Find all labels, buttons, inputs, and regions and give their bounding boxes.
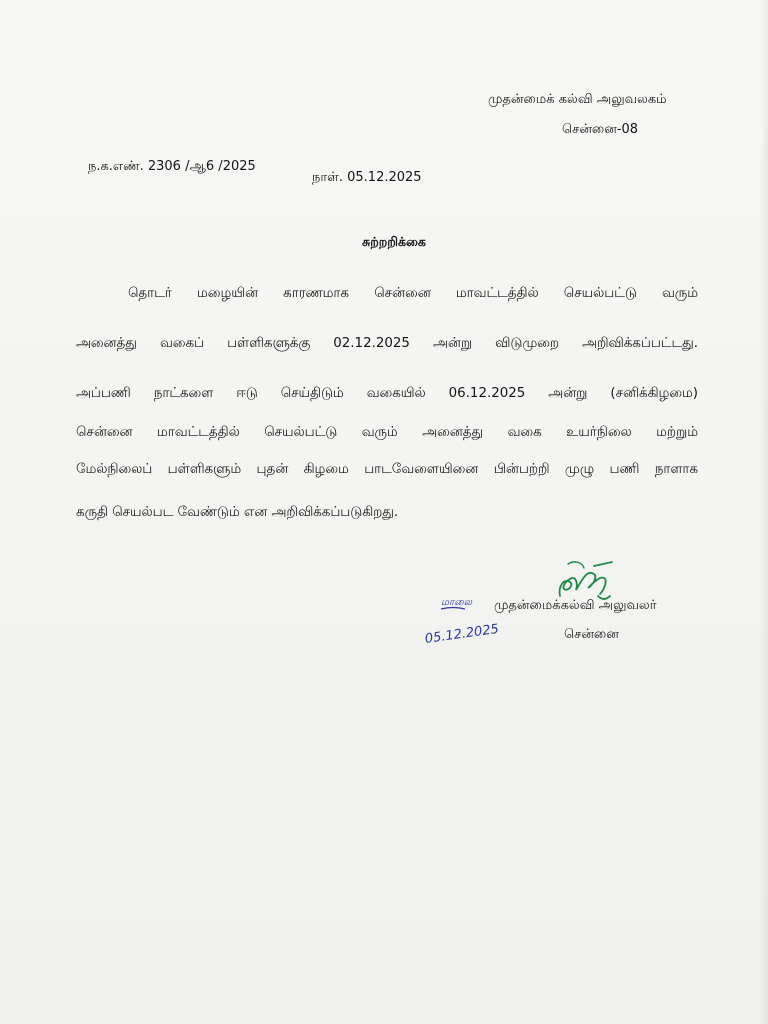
body-line: அனைத்து வகைப் பள்ளிகளுக்கு 02.12.2025 அன்று விடுமுறை அறிவிக்கப்பட்டது.: [76, 336, 698, 351]
signature-stroke: [560, 562, 612, 599]
office-city: சென்னை-08: [562, 122, 639, 137]
body-line: அப்பணி நாட்களை ஈடு செய்திடும் வகையில் 06.12.2025 அன்று (சனிக்கிழமை): [76, 386, 698, 401]
document-title: சுற்றறிக்கை: [362, 234, 426, 249]
signatory-city: சென்னை: [564, 627, 619, 642]
reference-date: நாள். 05.12.2025: [312, 170, 422, 185]
body-line: தொடர் மழையின் காரணமாக சென்னை மாவட்டத்தில் செயல்பட்டு வரும்: [128, 286, 698, 301]
handwritten-date-text: 05.12.2025: [424, 621, 500, 648]
handwritten-initial-text: மாலை: [441, 597, 473, 608]
initial-underline: [441, 608, 465, 610]
office-name: முதன்மைக் கல்வி அலுவலகம்: [488, 92, 667, 107]
handwritten-date: [422, 615, 514, 648]
signatory-designation: முதன்மைக்கல்வி அலுவலர்: [494, 598, 657, 613]
body-line: மேல்நிலைப் பள்ளிகளும் புதன் கிழமை பாடவேளையினை பின்பற்றி முழு பணி நாளாக: [76, 462, 698, 477]
reference-number: ந.க.எண். 2306 /ஆ6 /2025: [88, 159, 256, 174]
signature-flourish: [568, 562, 584, 568]
body-line: சென்னை மாவட்டத்தில் செயல்பட்டு வரும் அனைத்து வகை உயர்நிலை மற்றும்: [76, 425, 698, 440]
handwritten-initial: [440, 592, 473, 614]
body-line: கருதி செயல்பட வேண்டும் என அறிவிக்கப்படுகிறது.: [76, 505, 399, 520]
scan-shadow-edge: [760, 0, 768, 1024]
